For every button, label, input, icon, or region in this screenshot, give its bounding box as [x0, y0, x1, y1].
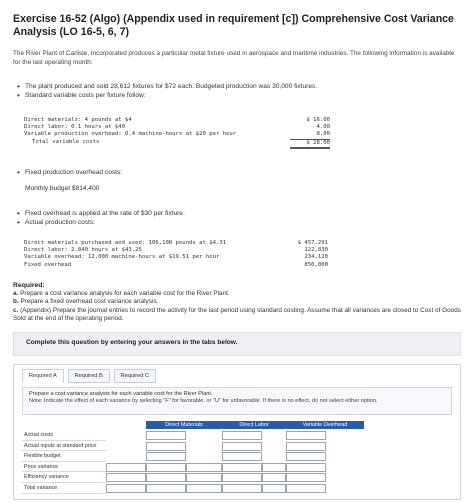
required-item-c: c. (Appendix) Prepare the journal entries to record the activity for the last period using standard costing. Assume that all variances are closed to Cost of Goods Sold at the end of the operating period.: [13, 306, 461, 323]
std-cost-value: $ 16.00: [306, 117, 330, 123]
input-dm-price-var[interactable]: [106, 463, 146, 472]
bullet-standard-costs: • Standard variable costs per fixture follow:: [17, 91, 457, 100]
row-label-flexible-budget: Flexible budget: [22, 451, 106, 462]
col-header-direct-labor: Direct Labor: [222, 421, 286, 429]
variance-grid: [22, 421, 452, 497]
input-dm-actual-inputs[interactable]: [146, 442, 186, 451]
bullet-production: • The plant produced and sold 28,612 fixtures for $72 each. Budgeted production was 30,000 fixtures.: [17, 82, 457, 91]
std-cost-value: 8.00: [290, 131, 330, 139]
std-total-value: $ 28.00: [290, 140, 330, 149]
input-vo-price-var[interactable]: [262, 463, 286, 472]
bullet-list-fixed: [17, 168, 457, 177]
input-vo-eff-var[interactable]: [262, 473, 286, 482]
actual-cost-value: 850,000: [304, 261, 328, 268]
bullet-actual-costs: • Actual production costs:: [17, 218, 457, 227]
actual-cost-label: Variable overhead: 12,000 machine-hours at $19.51 per hour: [24, 254, 220, 261]
row-label-price-variance: Price variance: [22, 462, 106, 473]
bullet-fixed-overhead: • Fixed production overhead costs:: [17, 168, 457, 177]
standard-costs-labels: [24, 117, 264, 146]
actual-cost-value: 122,830: [304, 247, 328, 254]
select-vo-eff-fu[interactable]: [286, 473, 326, 482]
input-vo-flexible[interactable]: [286, 452, 326, 461]
row-label-efficiency-variance: Efficiency variance: [22, 472, 106, 483]
required-heading: Required:: [13, 282, 45, 289]
select-dm-eff-fu[interactable]: [146, 473, 186, 482]
input-dl-eff-var[interactable]: [186, 473, 222, 482]
actual-cost-label: Direct labor: 2,840 hours at $43.25: [24, 247, 142, 254]
standard-costs-values: [290, 117, 330, 149]
actual-costs-values: [284, 240, 328, 269]
instructions-box: [22, 387, 452, 415]
tab-required-c[interactable]: Required C: [114, 369, 156, 383]
input-vo-total-var[interactable]: [262, 484, 286, 493]
complete-question-banner: Complete this question by entering your answers in the tabs below.: [13, 332, 461, 356]
input-dl-total-var[interactable]: [186, 484, 222, 493]
std-cost-label: Direct labor: 0.1 hours at $40: [24, 124, 126, 131]
input-vo-actual-inputs[interactable]: [286, 442, 326, 451]
bullet-list-2: [17, 209, 457, 227]
std-cost-label: Direct materials: 4 pounds at $4: [24, 117, 132, 123]
actual-cost-label: Direct materials purchased and used: 106,100 pounds at $4.31: [24, 240, 227, 246]
select-dl-eff-fu[interactable]: [222, 473, 262, 482]
required-list: [13, 290, 461, 324]
input-dl-actual-inputs[interactable]: [222, 442, 262, 451]
select-dl-total-fu[interactable]: [222, 484, 262, 493]
row-label-actual-costs: Actual costs: [22, 430, 106, 441]
col-header-variable-overhead: Variable Overhead: [286, 421, 364, 429]
bullet-list-1: [17, 82, 457, 100]
input-dm-eff-var[interactable]: [106, 473, 146, 482]
actual-cost-label: Fixed overhead: [24, 261, 72, 268]
answer-panel: [13, 364, 461, 500]
required-item-b: b. Prepare a fixed overhead cost variance analysis.: [13, 298, 159, 306]
instructions-main: Prepare a cost variance analysis for each variable cost for the River Plant.: [29, 391, 213, 397]
col-header-direct-materials: Direct Materials: [146, 421, 222, 429]
select-dm-price-fu[interactable]: [146, 463, 186, 472]
bullet-fixed-rate: • Fixed overhead is applied at the rate of $30 per fixture.: [17, 209, 457, 218]
input-dm-actual[interactable]: [146, 431, 186, 440]
tab-required-a[interactable]: Required A: [22, 369, 64, 383]
input-dm-total-var[interactable]: [106, 484, 146, 493]
select-dl-price-fu[interactable]: [222, 463, 262, 472]
input-vo-actual[interactable]: [286, 431, 326, 440]
exercise-title: Exercise 16-52 (Algo) (Appendix used in requirement [c]) Comprehensive Cost Variance Analysis (LO 16-5, 6, 7): [13, 13, 454, 38]
required-item-a: a. Prepare a cost variance analysis for each variable cost for the River Plant.: [13, 290, 230, 297]
select-vo-total-fu[interactable]: [286, 484, 326, 493]
select-dm-total-fu[interactable]: [146, 484, 186, 493]
std-total-label: Total variable costs: [32, 138, 100, 145]
input-dl-flexible[interactable]: [222, 452, 262, 461]
input-dm-flexible[interactable]: [146, 452, 186, 461]
input-dl-price-var[interactable]: [186, 463, 222, 472]
input-dl-actual[interactable]: [222, 431, 262, 440]
select-vo-price-fu[interactable]: [286, 463, 326, 472]
std-cost-value: 4.00: [316, 124, 330, 131]
actual-cost-value: $ 457,291: [297, 240, 328, 246]
tab-required-b[interactable]: Required B: [68, 369, 110, 383]
instructions-note: Note: Indicate the effect of each variance by selecting "F" for favorable, or "U" for unfavorable. If there is no effect, do not select either option.: [29, 397, 378, 404]
actual-cost-value: 234,120: [304, 254, 328, 261]
monthly-budget: Monthly budget $814,400: [25, 185, 100, 192]
row-label-total-variance: Total variance: [22, 483, 106, 494]
requirement-tabs: [22, 369, 156, 383]
row-label-actual-inputs: Actual inputs at standard price: [22, 441, 106, 452]
std-cost-label: Variable production overhead: 0.4 machine-hours at $20 per hour: [24, 131, 237, 138]
actual-costs-labels: [24, 240, 274, 269]
intro-text: The River Plant of Carlisle, Incorporated produces a particular metal fixture used in aerospace and maritime industries. The following information is available for the last operating month:: [13, 50, 455, 66]
